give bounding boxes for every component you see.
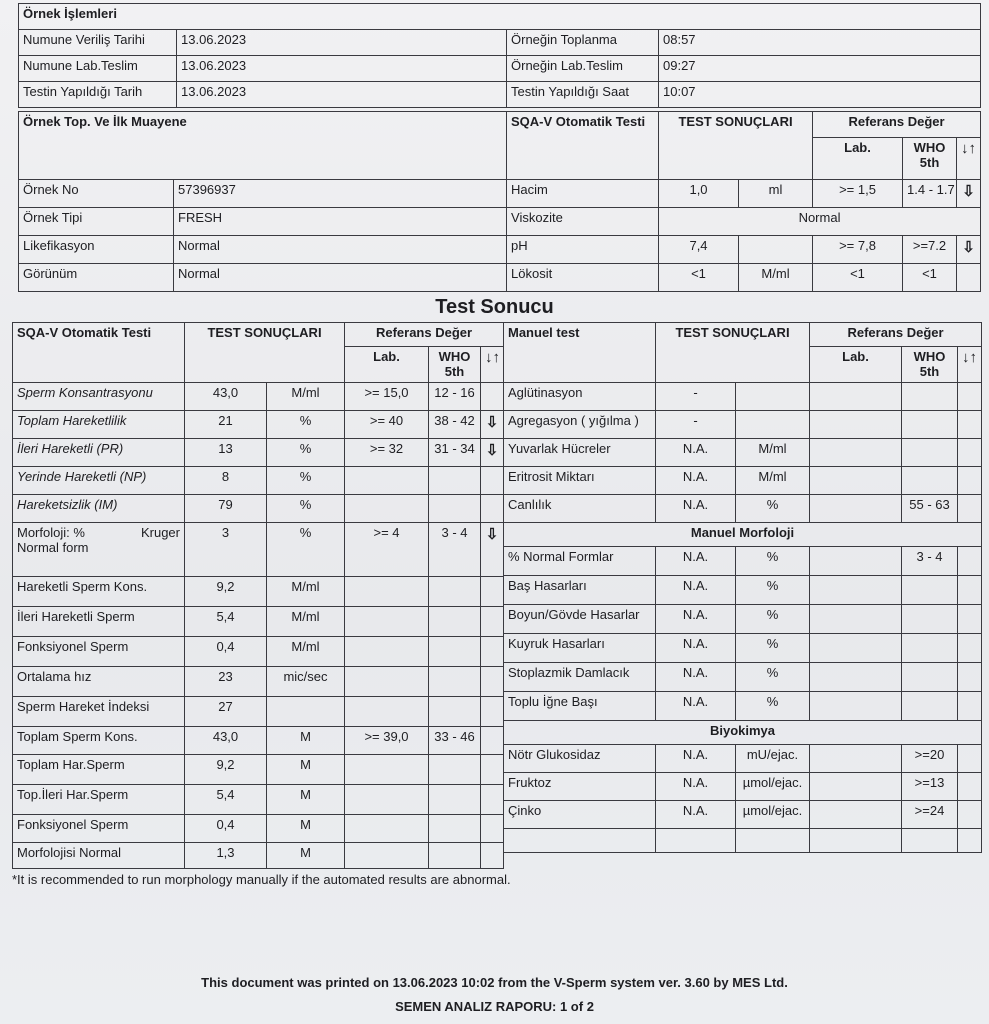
field-label: Numune Lab.Teslim — [19, 56, 177, 82]
field-value: 10:07 — [659, 82, 981, 108]
row-label: Baş Hasarları — [504, 576, 656, 605]
who-ref: 12 - 16 — [429, 383, 481, 411]
row-label: Hareketsizlik (IM) — [13, 495, 185, 523]
result-unit: % — [267, 411, 345, 439]
lab-ref — [345, 667, 429, 697]
table-row — [13, 755, 504, 785]
result-value: 7,4 — [659, 236, 739, 264]
field-value: 13.06.2023 — [177, 30, 507, 56]
sort-cell — [958, 634, 982, 663]
section-title: Örnek İşlemleri — [19, 4, 981, 30]
who-ref — [429, 667, 481, 697]
table-row — [13, 383, 504, 411]
lab-ref — [345, 637, 429, 667]
result-value: 43,0 — [185, 727, 267, 755]
down-arrow-icon: ⇩ — [957, 236, 981, 264]
lab-ref — [810, 576, 902, 605]
result-value: 79 — [185, 495, 267, 523]
who-ref — [902, 692, 958, 721]
down-arrow-icon — [481, 637, 504, 667]
empty-cell — [958, 829, 982, 853]
result-unit: µmol/ejac. — [736, 773, 810, 801]
lab-ref — [345, 495, 429, 523]
automated-results-rows — [12, 382, 504, 869]
who-ref: >=13 — [902, 773, 958, 801]
result-unit: M — [267, 843, 345, 869]
who-ref — [429, 815, 481, 843]
result-unit: M — [267, 785, 345, 815]
section-row — [504, 721, 982, 745]
result-unit: % — [736, 663, 810, 692]
field-label: Görünüm — [19, 264, 174, 292]
manual-heading: Manuel test — [504, 323, 656, 383]
who-ref: 3 - 4 — [429, 523, 481, 577]
result-value: Normal — [659, 208, 981, 236]
table-row — [13, 843, 504, 869]
lab-ref — [345, 843, 429, 869]
row-label: Toplam Hareketlilik — [13, 411, 185, 439]
down-arrow-icon: ⇩ — [481, 439, 504, 467]
who-heading: WHO 5th — [902, 347, 958, 383]
row-label-text: Morfoloji: % Normal form — [17, 525, 89, 555]
lab-heading: Lab. — [813, 138, 903, 180]
result-unit: M — [267, 815, 345, 843]
sort-icon: ↓↑ — [481, 347, 504, 383]
down-arrow-icon — [481, 467, 504, 495]
who-ref: >=24 — [902, 801, 958, 829]
row-label: Sperm Konsantrasyonu — [13, 383, 185, 411]
lab-ref — [810, 495, 902, 523]
sort-cell — [958, 383, 982, 411]
lab-ref — [810, 411, 902, 439]
table-row — [504, 745, 982, 773]
row-label: Kuyruk Hasarları — [504, 634, 656, 663]
test-result-title: Test Sonucu — [435, 296, 554, 318]
down-arrow-icon — [481, 577, 504, 607]
row-label: Stoplazmik Damlacık — [504, 663, 656, 692]
who-ref — [429, 607, 481, 637]
lab-ref: >= 40 — [345, 411, 429, 439]
sort-cell — [958, 663, 982, 692]
table-row — [13, 495, 504, 523]
result-unit — [739, 236, 813, 264]
page-info: SEMEN ANALIZ RAPORU: 1 of 2 — [395, 999, 594, 1014]
sort-icon: ↓↑ — [957, 138, 981, 180]
results-heading: TEST SONUÇLARI — [656, 323, 810, 383]
row-label: Yerinde Hareketli (NP) — [13, 467, 185, 495]
result-value: N.A. — [656, 745, 736, 773]
who-ref — [902, 383, 958, 411]
footnote: *It is recommended to run morphology manually if the automated results are abnormal. — [12, 872, 511, 887]
result-unit: % — [736, 634, 810, 663]
sort-cell — [958, 605, 982, 634]
result-value: 27 — [185, 697, 267, 727]
lab-ref: >= 39,0 — [345, 727, 429, 755]
test-label: pH — [507, 236, 659, 264]
lab-ref — [810, 439, 902, 467]
lab-ref — [810, 467, 902, 495]
who-ref: 3 - 4 — [902, 547, 958, 576]
table-row — [504, 411, 982, 439]
table-row — [13, 727, 504, 755]
lab-ref — [810, 745, 902, 773]
result-unit: mic/sec — [267, 667, 345, 697]
who-ref: <1 — [903, 264, 957, 292]
result-value: 21 — [185, 411, 267, 439]
sort-cell — [958, 547, 982, 576]
table-row — [504, 547, 982, 576]
lab-ref — [810, 801, 902, 829]
result-value: N.A. — [656, 495, 736, 523]
field-label: Likefikasyon — [19, 236, 174, 264]
who-ref: >=20 — [902, 745, 958, 773]
result-value: 8 — [185, 467, 267, 495]
result-unit: % — [736, 692, 810, 721]
reference-heading: Referans Değer — [810, 323, 982, 347]
manual-results-table — [503, 322, 982, 383]
row-label: % Normal Formlar — [504, 547, 656, 576]
section-title: Manuel Morfoloji — [504, 523, 982, 547]
table-row — [504, 439, 982, 467]
table-row — [504, 801, 982, 829]
row-label: Agregasyon ( yığılma ) — [504, 411, 656, 439]
reference-heading: Referans Değer — [813, 112, 981, 138]
down-arrow-icon — [481, 607, 504, 637]
result-unit: M/ml — [267, 383, 345, 411]
lab-ref — [345, 815, 429, 843]
table-row — [13, 637, 504, 667]
who-ref — [429, 495, 481, 523]
result-unit: ml — [739, 180, 813, 208]
row-label: Top.İleri Har.Sperm — [13, 785, 185, 815]
who-ref — [429, 697, 481, 727]
who-ref — [902, 634, 958, 663]
lab-ref — [345, 697, 429, 727]
table-row — [13, 667, 504, 697]
field-label: Numune Veriliş Tarihi — [19, 30, 177, 56]
who-ref — [429, 637, 481, 667]
result-value: N.A. — [656, 663, 736, 692]
result-value: 13 — [185, 439, 267, 467]
table-row — [504, 634, 982, 663]
result-value: 23 — [185, 667, 267, 697]
sort-cell — [958, 576, 982, 605]
result-value: 9,2 — [185, 755, 267, 785]
field-label: Testin Yapıldığı Tarih — [19, 82, 177, 108]
results-heading: TEST SONUÇLARI — [659, 112, 813, 180]
table-row — [504, 663, 982, 692]
empty-cell — [736, 829, 810, 853]
lab-ref — [810, 663, 902, 692]
result-unit: M/ml — [267, 607, 345, 637]
table-row — [504, 576, 982, 605]
row-label: Çinko — [504, 801, 656, 829]
table-row — [13, 577, 504, 607]
table-row — [13, 607, 504, 637]
sort-icon: ↓↑ — [958, 347, 982, 383]
field-value: 13.06.2023 — [177, 82, 507, 108]
table-row — [504, 605, 982, 634]
result-value: N.A. — [656, 605, 736, 634]
lab-ref: >= 7,8 — [813, 236, 903, 264]
result-value: 3 — [185, 523, 267, 577]
field-label: Testin Yapıldığı Saat — [507, 82, 659, 108]
row-label: Toplam Har.Sperm — [13, 755, 185, 785]
table-row — [504, 383, 982, 411]
who-ref: 55 - 63 — [902, 495, 958, 523]
down-arrow-icon: ⇩ — [481, 523, 504, 577]
table-row — [13, 785, 504, 815]
result-unit — [736, 383, 810, 411]
lab-ref: >= 15,0 — [345, 383, 429, 411]
table-row — [504, 829, 982, 853]
section-row — [504, 523, 982, 547]
table-row — [504, 773, 982, 801]
result-value: N.A. — [656, 439, 736, 467]
field-value: Normal — [174, 264, 507, 292]
reference-heading: Referans Değer — [345, 323, 504, 347]
result-value: N.A. — [656, 801, 736, 829]
lab-ref — [810, 605, 902, 634]
lab-ref — [345, 607, 429, 637]
down-arrow-icon — [957, 264, 981, 292]
result-unit: % — [736, 547, 810, 576]
sort-cell — [958, 467, 982, 495]
who-heading: WHO 5th — [903, 138, 957, 180]
table-row — [504, 467, 982, 495]
row-label: Fruktoz — [504, 773, 656, 801]
row-label: Hareketli Sperm Kons. — [13, 577, 185, 607]
test-label: Hacim — [507, 180, 659, 208]
table-row — [504, 495, 982, 523]
lab-ref — [810, 773, 902, 801]
who-ref: 33 - 46 — [429, 727, 481, 755]
who-ref — [902, 439, 958, 467]
sqa-heading: SQA-V Otomatik Testi — [507, 112, 659, 180]
who-ref — [902, 467, 958, 495]
field-value: 13.06.2023 — [177, 56, 507, 82]
field-value: Normal — [174, 236, 507, 264]
table-row — [13, 815, 504, 843]
field-label: Örnek Tipi — [19, 208, 174, 236]
table-row — [13, 523, 504, 577]
result-unit: M — [267, 727, 345, 755]
lab-ref: <1 — [813, 264, 903, 292]
down-arrow-icon: ⇩ — [481, 411, 504, 439]
result-unit: µmol/ejac. — [736, 801, 810, 829]
result-unit: M — [267, 755, 345, 785]
test-label: Viskozite — [507, 208, 659, 236]
result-value: 0,4 — [185, 637, 267, 667]
down-arrow-icon — [481, 785, 504, 815]
result-value: N.A. — [656, 576, 736, 605]
who-ref — [902, 411, 958, 439]
result-value: - — [656, 383, 736, 411]
sort-cell — [958, 411, 982, 439]
down-arrow-icon — [481, 727, 504, 755]
result-value: N.A. — [656, 547, 736, 576]
table-row — [13, 697, 504, 727]
row-label: Yuvarlak Hücreler — [504, 439, 656, 467]
row-label: Morfolojisi Normal — [13, 843, 185, 869]
result-value: N.A. — [656, 692, 736, 721]
result-value: 43,0 — [185, 383, 267, 411]
section-title: Biyokimya — [504, 721, 982, 745]
empty-cell — [504, 829, 656, 853]
who-ref — [429, 843, 481, 869]
result-value: 5,4 — [185, 607, 267, 637]
result-value: <1 — [659, 264, 739, 292]
who-ref: 1.4 - 1.7 — [903, 180, 957, 208]
field-value: 08:57 — [659, 30, 981, 56]
result-unit — [736, 411, 810, 439]
lab-ref — [810, 547, 902, 576]
who-heading: WHO 5th — [429, 347, 481, 383]
who-ref: 38 - 42 — [429, 411, 481, 439]
sample-exam-table — [18, 111, 981, 292]
down-arrow-icon: ⇩ — [957, 180, 981, 208]
field-label: Örnek No — [19, 180, 174, 208]
row-label: Nötr Glukosidaz — [504, 745, 656, 773]
empty-cell — [810, 829, 902, 853]
result-value: - — [656, 411, 736, 439]
result-unit: % — [267, 495, 345, 523]
row-label — [13, 523, 185, 577]
kruger-label: Kruger — [140, 525, 180, 540]
lab-ref — [345, 577, 429, 607]
field-value: FRESH — [174, 208, 507, 236]
down-arrow-icon — [481, 697, 504, 727]
result-value: 9,2 — [185, 577, 267, 607]
sort-cell — [958, 773, 982, 801]
lab-heading: Lab. — [345, 347, 429, 383]
row-label: Canlılık — [504, 495, 656, 523]
row-label: Sperm Hareket İndeksi — [13, 697, 185, 727]
result-value: N.A. — [656, 634, 736, 663]
sort-cell — [958, 495, 982, 523]
lab-ref — [345, 755, 429, 785]
manual-results-rows — [503, 382, 982, 853]
table-row — [13, 439, 504, 467]
result-value: 0,4 — [185, 815, 267, 843]
row-label: Fonksiyonel Sperm — [13, 637, 185, 667]
sample-section-title: Örnek Top. Ve İlk Muayene — [19, 112, 507, 180]
who-ref: >=7.2 — [903, 236, 957, 264]
result-unit — [267, 697, 345, 727]
result-unit: M/ml — [267, 577, 345, 607]
sqa-heading: SQA-V Otomatik Testi — [13, 323, 185, 383]
down-arrow-icon — [481, 843, 504, 869]
print-info: This document was printed on 13.06.2023 10:02 from the V-Sperm system ver. 3.60 by MES Ltd. — [201, 975, 788, 990]
result-value: 1,3 — [185, 843, 267, 869]
empty-cell — [656, 829, 736, 853]
down-arrow-icon — [481, 815, 504, 843]
lab-ref — [810, 383, 902, 411]
row-label: Boyun/Gövde Hasarlar — [504, 605, 656, 634]
result-unit: % — [736, 576, 810, 605]
lab-ref — [345, 785, 429, 815]
who-ref — [902, 605, 958, 634]
sort-cell — [958, 745, 982, 773]
who-ref — [429, 755, 481, 785]
sort-cell — [958, 692, 982, 721]
table-row — [13, 467, 504, 495]
automated-results-table — [12, 322, 504, 383]
lab-ref: >= 32 — [345, 439, 429, 467]
down-arrow-icon — [481, 755, 504, 785]
who-ref — [429, 785, 481, 815]
result-value: 1,0 — [659, 180, 739, 208]
lab-ref: >= 4 — [345, 523, 429, 577]
lab-ref — [345, 467, 429, 495]
lab-ref — [810, 692, 902, 721]
table-row — [504, 692, 982, 721]
row-label: Eritrosit Miktarı — [504, 467, 656, 495]
result-value: N.A. — [656, 773, 736, 801]
sample-info-table — [18, 3, 981, 108]
field-value: 09:27 — [659, 56, 981, 82]
row-label: Toplu İğne Başı — [504, 692, 656, 721]
down-arrow-icon — [481, 383, 504, 411]
who-ref — [902, 663, 958, 692]
results-heading: TEST SONUÇLARI — [185, 323, 345, 383]
field-value: 57396937 — [174, 180, 507, 208]
row-label: Fonksiyonel Sperm — [13, 815, 185, 843]
result-unit: M/ml — [736, 467, 810, 495]
sort-cell — [958, 439, 982, 467]
result-unit: M/ml — [739, 264, 813, 292]
result-value: N.A. — [656, 467, 736, 495]
who-ref — [902, 576, 958, 605]
who-ref: 31 - 34 — [429, 439, 481, 467]
result-unit: M/ml — [736, 439, 810, 467]
lab-ref: >= 1,5 — [813, 180, 903, 208]
row-label: İleri Hareketli (PR) — [13, 439, 185, 467]
lab-heading: Lab. — [810, 347, 902, 383]
result-unit: % — [267, 523, 345, 577]
sort-cell — [958, 801, 982, 829]
result-unit: % — [267, 439, 345, 467]
field-label: Örneğin Lab.Teslim — [507, 56, 659, 82]
empty-cell — [902, 829, 958, 853]
result-unit: % — [267, 467, 345, 495]
row-label: Ortalama hız — [13, 667, 185, 697]
result-unit: % — [736, 495, 810, 523]
down-arrow-icon — [481, 495, 504, 523]
result-unit: mU/ejac. — [736, 745, 810, 773]
test-label: Lökosit — [507, 264, 659, 292]
row-label: İleri Hareketli Sperm — [13, 607, 185, 637]
table-row — [13, 411, 504, 439]
result-value: 5,4 — [185, 785, 267, 815]
row-label: Aglütinasyon — [504, 383, 656, 411]
lab-ref — [810, 634, 902, 663]
field-label: Örneğin Toplanma — [507, 30, 659, 56]
who-ref — [429, 467, 481, 495]
row-label: Toplam Sperm Kons. — [13, 727, 185, 755]
who-ref — [429, 577, 481, 607]
down-arrow-icon — [481, 667, 504, 697]
result-unit: M/ml — [267, 637, 345, 667]
result-unit: % — [736, 605, 810, 634]
